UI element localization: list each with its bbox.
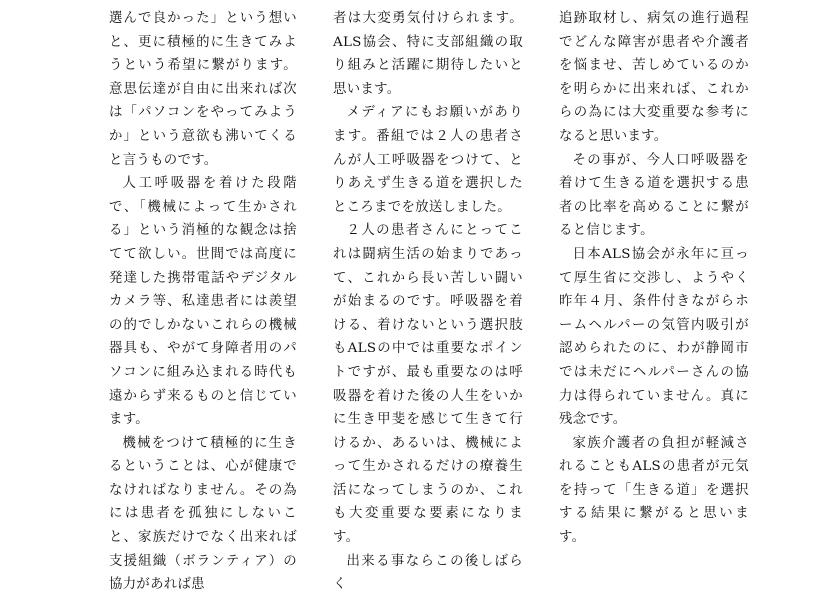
paragraph: 日本ALS協会が永年に亘って厚生省に交渉し、ようやく昨年４月、条件付きながらホームヘルパーの気管内吸引が認められたのに、わが静岡市では未だにヘルパーさんの協力は得られていません。真に残念です。 — [559, 246, 749, 428]
text-column-3 — [559, 7, 749, 550]
paragraph: ２人の患者さんにとってこれは闘病生活の始まりであって、これから長い苦しい闘いが始まるのです。呼吸器を着ける、着けないという選択肢もALSの中では重要なポイントですが、最も重要なのは呼吸器を着けた後の人生をいかに生き甲斐を感じて生きて行けるか、あるいは、機械によって生かされるだけの療養生活になってしまうのか、これも大変重要な要素になります。 — [333, 223, 523, 546]
paragraph: 家族介護者の負担が軽減されることもALSの患者が元気を持って「生きる道」を選択する結果に繋がると思います。 — [559, 435, 749, 546]
paragraph: 機械をつけて積極的に生きるということは、心が健康でなければなりません。その為には患者を孤独にしないこと、家族だけでなく出来れば支援組織（ボランティア）の協力があれば患 — [109, 435, 297, 593]
paragraph: 者は大変勇気付けられます。ALS協会、特に支部組織の取り組みと活躍に期待したいと思います。 — [333, 11, 523, 97]
paragraph: 出来る事ならこの後しばらく — [333, 553, 523, 593]
paragraph: その事が、今人口呼吸器を着けて生きる道を選択する患者の比率を高めることに繋がると信じます。 — [559, 152, 749, 239]
text-column-1 — [109, 7, 297, 597]
paragraph: 人工呼吸器を着けた段階で、「機械によって生かされる」という消極的な観念は捨てて欲しい。世間では高度に発達した携帯電話やデジタルカメラ等、私達患者には羨望の的でしかないこれらの機械器具も、やがて身障者用のパソコンに組み込まれる時代も遠からず来るものと信じています。 — [109, 176, 297, 428]
paragraph: メディアにもお願いがあります。番組では２人の患者さんが人工呼吸器をつけて、とりあえず生きる道を選択したところまでを放送しました。 — [333, 105, 523, 215]
text-column-2 — [333, 7, 523, 597]
paragraph: 選んで良かった」という想いと、更に積極的に生きてみようという希望に繋がります。意思伝達が自由に出来れば次は「パソコンをやってみようか」という意欲も沸いてくると言うものです。 — [109, 11, 297, 168]
paragraph: 追跡取材し、病気の進行過程でどんな障害が患者や介護者を悩ませ、苦しめているのかを明らかに出来れば、これからの為には大変重要な参考になると思います。 — [559, 11, 749, 144]
